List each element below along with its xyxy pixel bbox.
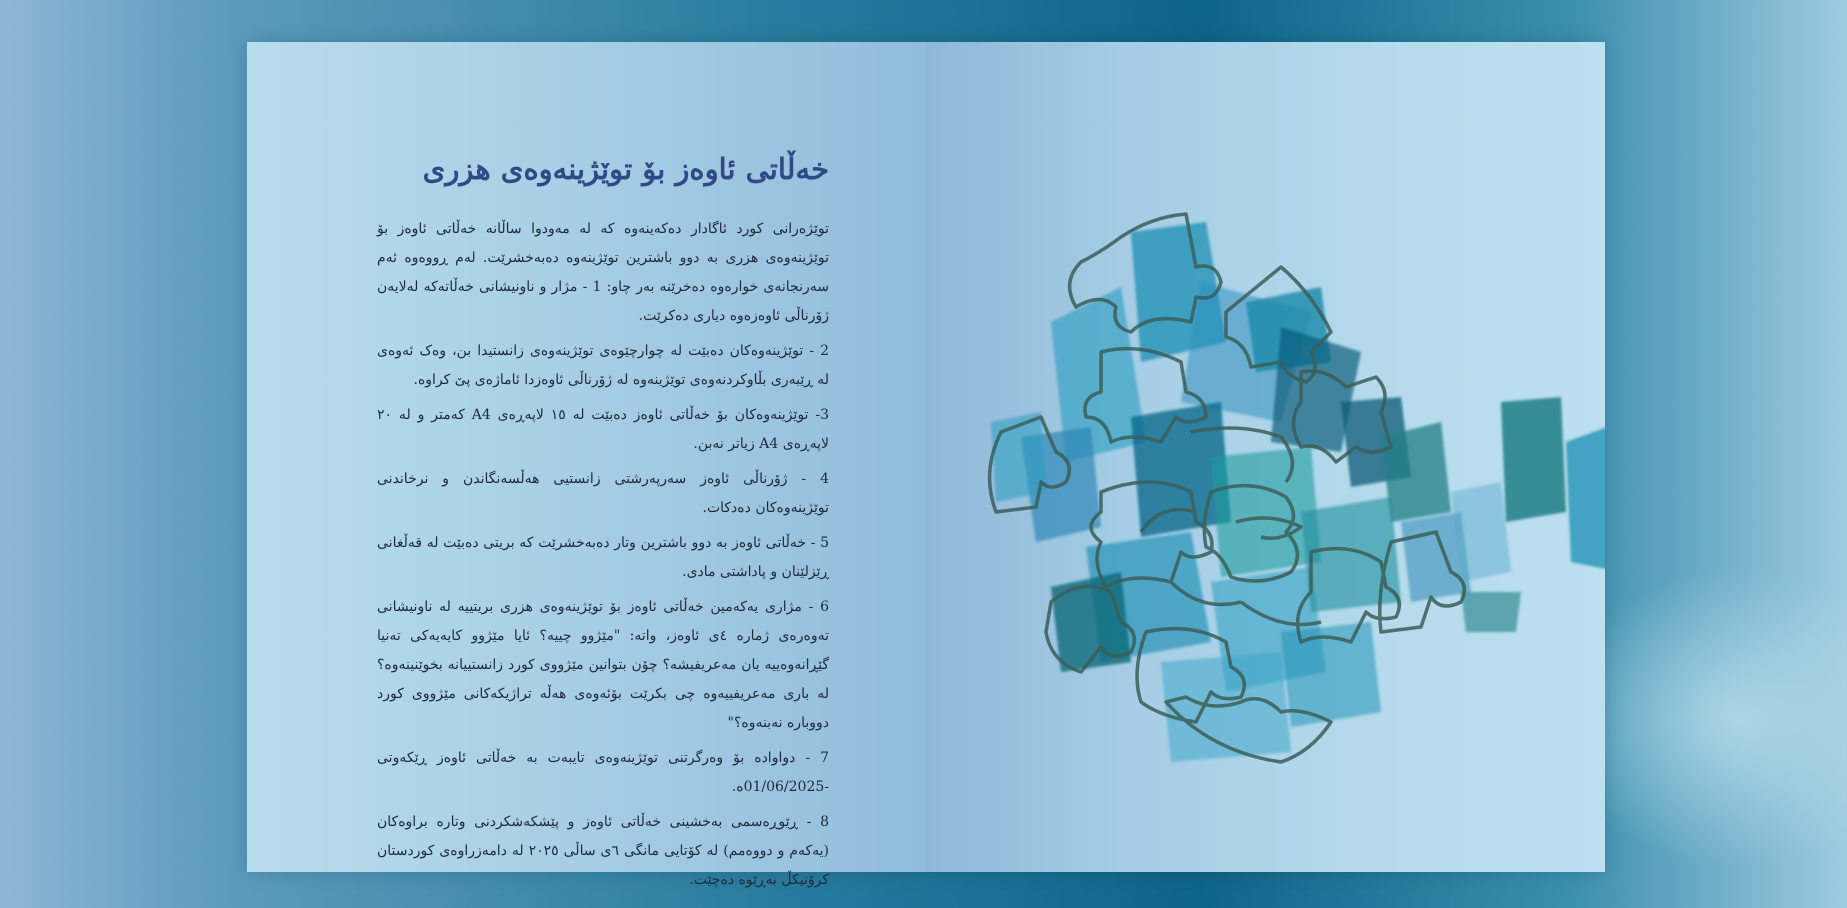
paragraph-item-6: 6 - مژاری یەکەمین خەڵاتی ئاوەز بۆ توێژینەوەی هزری بریتییە لە ناونیشانی تەوەرەی ژمارە ٤ی ئاوەز، واتە: "مێژوو چییە؟ ئایا مێژوو کایەیەکی تەنیا گێڕانەوەییە یان مەعریفیشە؟ چۆن بتوانین مێژووی کورد زانستییانە بخوێنینەوە؟ لە باری مەعریفییەوە چی بکرێت بۆئەوەی هەڵە تراژیکەکانی مێژووی کورد دووبارە نەبنەوە؟" [377, 599, 829, 732]
paragraph-item-8: 8 - ڕێوڕەسمی بەخشینی خەڵاتی ئاوەز و پێشکەشکردنی وتارە براوەکان (یەکەم و دووەمم) لە کۆتایی مانگی ٦ی ساڵی ٢٠٢٥ لە دامەزراوەی کوردستان کرۆنیکڵ بەڕێوە دەچێت. [377, 814, 829, 889]
paragraph-item-7: 7 - دواوادە بۆ وەرگرتنی توێژینەوەی تایبەت بە خەڵاتی ئاوەز ڕێکەوتی -01/06/2025ە. [377, 750, 829, 796]
paragraph-item-5: 5 - خەڵاتی ئاوەز بە دوو باشترین وتار دەبەخشرێت کە بریتی دەبێت لە قەڵغانی ڕێزلێنان و پاداشتی مادی. [377, 535, 829, 581]
paragraph-intro: توێژەرانی کورد ئاگادار دەکەینەوە کە لە مەودوا ساڵانە خەڵاتی ئاوەز بۆ توێژینەوەی هزری بە دوو باشترین توێژینەوە دەبەخشرێت. لەم ڕووەوە ئەم سەرنجانەی خوارەوە دەخرێنە بەر چاو: 1 - مژار و ناونیشانی خەڵاتەکە لەلایەن ژۆرناڵی ئاوەزەوە دیاری دەکرێت. [377, 221, 829, 325]
page-left [247, 42, 926, 889]
paragraph-item-2: 2 - توێژینەوەکان دەبێت لە چوارچێوەی توێژینەوەی زانستیدا بن، وەک ئەوەی لە ڕێبەری بڵاوکردنەوەی توێژینەوە لە ژۆرناڵی ئاوەزدا ئاماژەی پێ کراوە. [377, 343, 829, 389]
puzzle-head-watercolor-icon [981, 192, 1605, 792]
article [377, 150, 829, 901]
page-right [926, 42, 1605, 872]
page-title: خەڵاتی ئاوەز بۆ توێژینەوەی هزری [422, 152, 829, 186]
magazine-spread [247, 42, 1605, 889]
paragraph-item-4: 4 - ژۆرناڵی ئاوەز سەرپەرشتی زانستیی هەڵسەنگاندن و نرخاندنی توێژینەوەکان دەدکات. [377, 471, 829, 517]
paragraph-item-3: 3- توێژینەوەکان بۆ خەڵاتی ئاوەز دەبێت لە ١٥ لاپەڕەی A4 کەمتر و لە ٢٠ لاپەڕەی A4 زیاتر نەبن. [377, 407, 829, 453]
